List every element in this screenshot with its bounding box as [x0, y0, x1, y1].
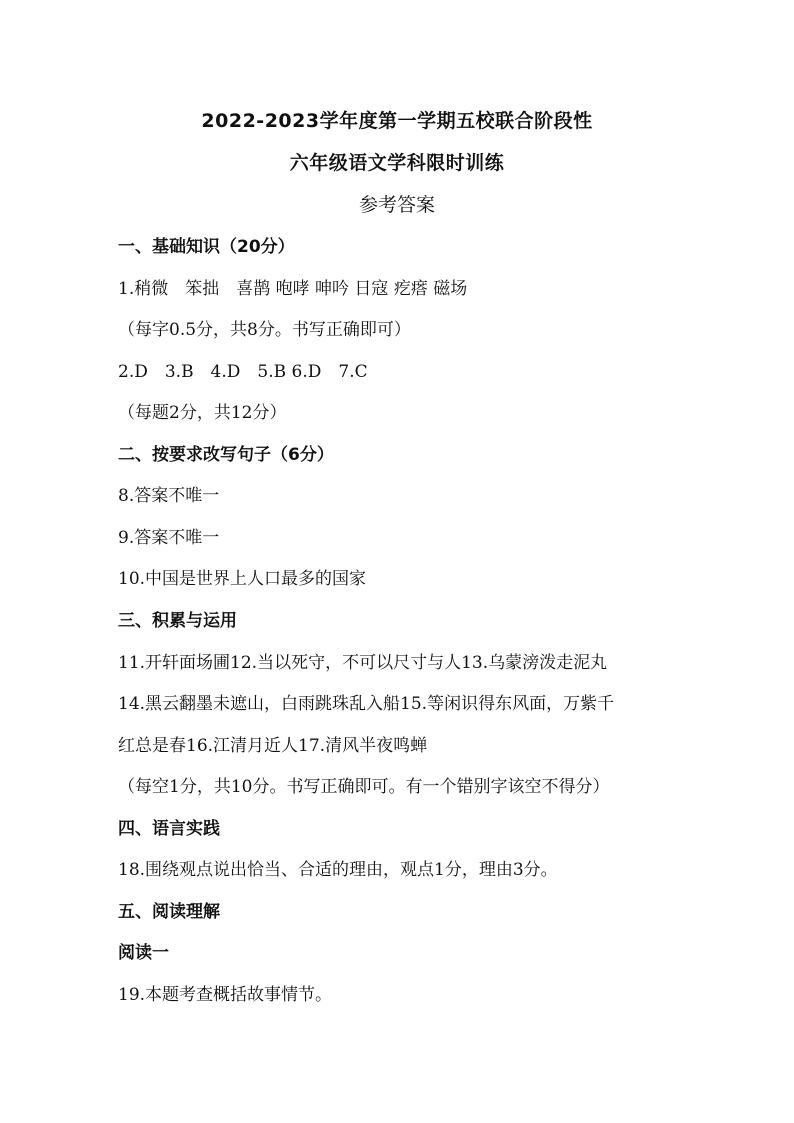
scoring-note: （每空1分，共10分。书写正确即可。有一个错别字该空不得分） [118, 777, 610, 797]
answer-line: 9.答案不唯一 [118, 528, 220, 548]
answer-line: 11.开轩面场圃12.当以死守，不可以尺寸与人13.乌蒙滂泼走泥丸 [118, 653, 608, 673]
answer-line: 1.稍微 笨拙 喜鹊 咆哮 呻吟 日寇 疙瘩 磁场 [118, 279, 468, 299]
scoring-note: （每题2分，共12分） [118, 403, 287, 423]
section-heading-language-practice: 四、语言实践 [118, 819, 220, 839]
document-title-line-1: 2022-2023学年度第一学期五校联合阶段性 [201, 110, 593, 132]
answer-line: 2.D 3.B 4.D 5.B 6.D 7.C [118, 362, 368, 382]
subsection-heading-reading-one: 阅读一 [118, 943, 169, 963]
section-heading-accumulation: 三、积累与运用 [118, 611, 237, 631]
scoring-note: （每字0.5分，共8分。书写正确即可） [118, 320, 411, 340]
answer-line: 8.答案不唯一 [118, 486, 220, 506]
section-heading-sentence-rewrite: 二、按要求改写句子（6分） [118, 445, 334, 465]
section-heading-basic-knowledge: 一、基础知识（20分） [118, 237, 295, 257]
document-title-line-2: 六年级语文学科限时训练 [289, 152, 505, 174]
answer-line: 10.中国是世界上人口最多的国家 [118, 569, 367, 589]
answer-line: 14.黑云翻墨未遮山，白雨跳珠乱入船15.等闲识得东风面，万紫千 [118, 694, 615, 714]
answer-line: 18.围绕观点说出恰当、合适的理由，观点1分，理由3分。 [118, 860, 558, 880]
answer-line: 19.本题考查概括故事情节。 [118, 985, 333, 1005]
document-subtitle: 参考答案 [358, 194, 435, 216]
section-heading-reading: 五、阅读理解 [118, 902, 220, 922]
answer-line: 红总是春16.江清月近人17.清风半夜鸣蝉 [118, 736, 428, 756]
